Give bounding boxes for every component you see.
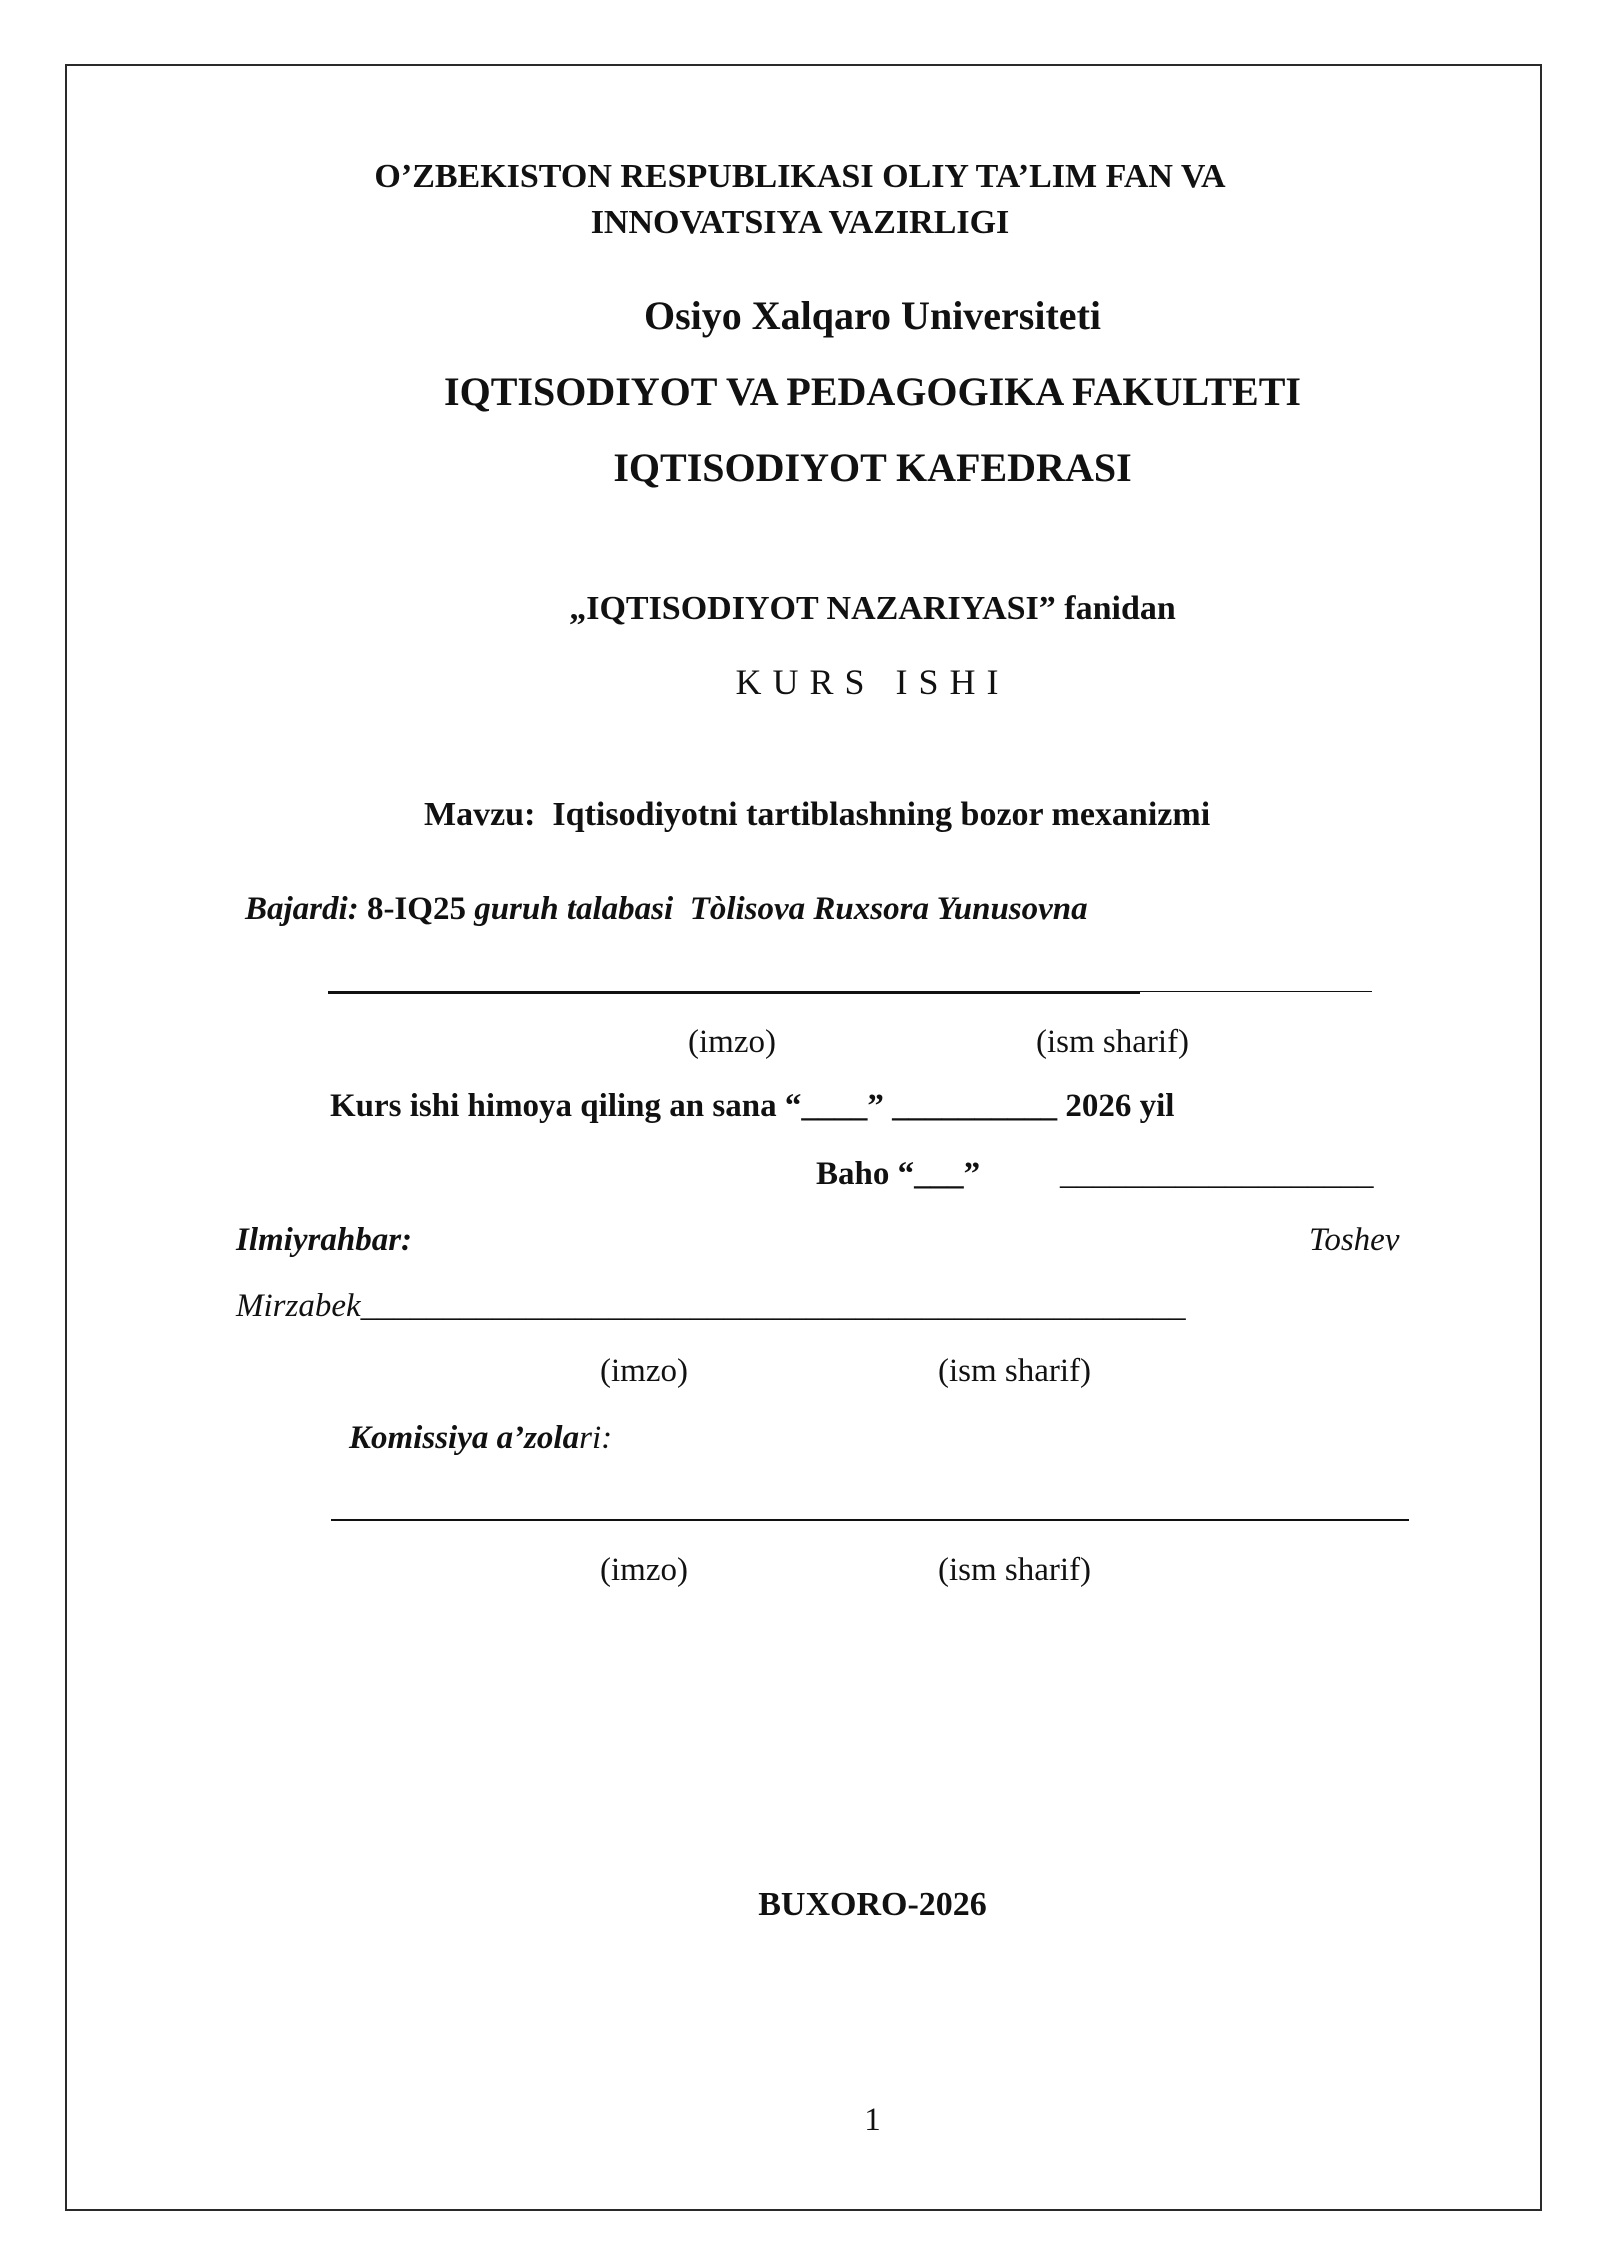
university-name: Osiyo Xalqaro Universiteti	[643, 293, 1101, 338]
grade-blank: ___________________	[1060, 1156, 1374, 1192]
commission-signature-line	[331, 1519, 1409, 1521]
city-year: BUXORO-2026	[758, 1886, 987, 1923]
ministry-line-1: O’ZBEKISTON RESPUBLIKASI OLIY TA’LIM FAN VA	[374, 158, 1226, 195]
faculty-name: IQTISODIYOT VA PEDAGOGIKA FAKULTETI	[444, 369, 1301, 414]
commission-sign-label: (imzo)	[600, 1552, 688, 1588]
student-group: 8-IQ25	[366, 891, 466, 927]
supervisor-label: Ilmiyrahbar:	[236, 1222, 413, 1258]
topic-text: Iqtisodiyotni tartiblashning bozor mexanizmi	[552, 796, 1211, 833]
student-signature-line	[328, 991, 1140, 994]
supervisor-surname: Toshev	[1309, 1222, 1400, 1258]
topic	[424, 798, 1210, 832]
supervisor-sign-label: (imzo)	[600, 1353, 688, 1389]
student-label: Bajardi:	[245, 891, 359, 927]
student-signature-line-ext	[1140, 991, 1372, 992]
commission-label	[349, 1422, 612, 1455]
defense-date: Kurs ishi himoya qiling an sana “____” __________ 2026 yil	[330, 1088, 1175, 1124]
work-type: KURS ISHI	[735, 662, 1010, 702]
student-sign-label: (imzo)	[688, 1024, 776, 1060]
supervisor-name-label: (ism sharif)	[938, 1353, 1092, 1389]
student-line	[245, 893, 1088, 926]
student-name-label: (ism sharif)	[1036, 1024, 1190, 1060]
commission-name-label: (ism sharif)	[938, 1552, 1092, 1588]
student-group-suffix: guruh talabasi	[474, 891, 674, 927]
ministry-line-2: INNOVATSIYA VAZIRLIGI	[590, 204, 1010, 241]
page-number: 1	[864, 2102, 881, 2138]
topic-label: Mavzu:	[424, 796, 536, 833]
subject-title: „IQTISODIYOT NAZARIYASI” fanidan	[569, 590, 1176, 627]
supervisor-name-line: Mirzabek__________________________________________________	[236, 1288, 1186, 1324]
department-name: IQTISODIYOT KAFEDRASI	[613, 445, 1132, 490]
grade-label: Baho “___”	[816, 1156, 981, 1192]
commission-label-bold: Komissiya a’zola	[349, 1420, 580, 1456]
commission-label-rest: ri:	[579, 1420, 613, 1456]
student-name: Tòlisova Ruxsora Yunusovna	[689, 891, 1088, 927]
